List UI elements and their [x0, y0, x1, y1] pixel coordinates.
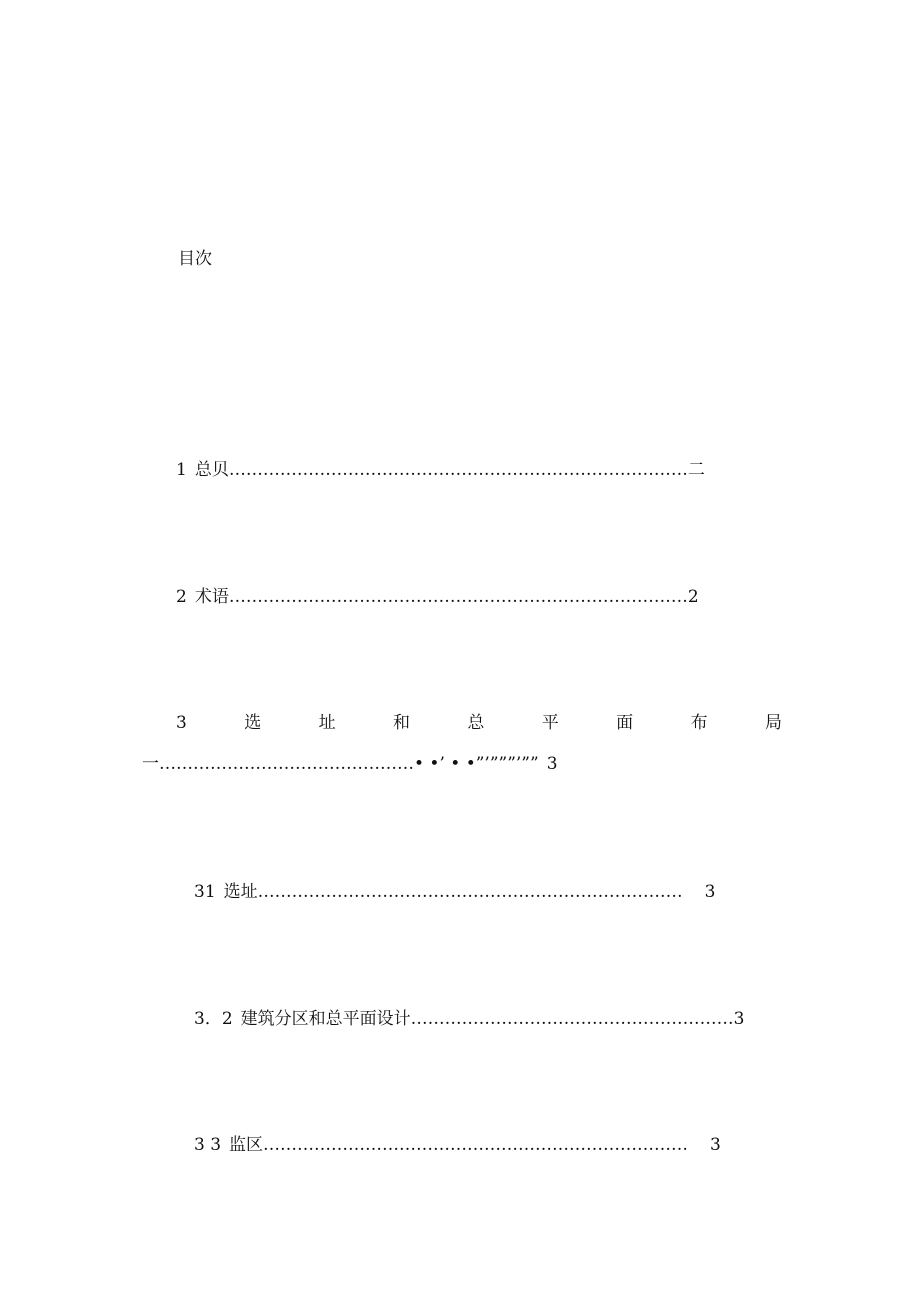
- entry-title-char: 面: [616, 713, 634, 733]
- entry-page-number: 3: [733, 1009, 745, 1029]
- toc-entry-1: [176, 459, 705, 481]
- toc-title: 目次: [178, 249, 212, 269]
- entry-number: 3 3: [194, 1135, 222, 1155]
- entry-page-number: 3: [710, 1135, 721, 1155]
- entry-title-char: 和: [393, 713, 410, 733]
- entry-title: 总贝: [194, 460, 229, 480]
- entry-number: 31: [194, 882, 216, 902]
- entry-title-char: 平: [541, 713, 559, 733]
- entry-number: 3: [176, 713, 187, 733]
- leader-dots: …………………………………………………………………: [257, 882, 683, 902]
- toc-entry-2: [176, 586, 699, 608]
- toc-entry-3-1: [194, 881, 715, 903]
- entry-title: 选址: [223, 882, 258, 902]
- leader-dots: …………………………………………………: [410, 1009, 734, 1029]
- entry-page-number: 二: [687, 460, 705, 480]
- entry-title-char: 总: [467, 713, 485, 733]
- entry-number: 1: [176, 460, 187, 480]
- entry-page-number: 3: [704, 882, 716, 902]
- toc-entry-3-3: [194, 1134, 721, 1156]
- entry-title-char: 布: [690, 713, 708, 733]
- entry-title: 建筑分区和总平面设计: [240, 1009, 411, 1029]
- toc-entry-3-2: [194, 1008, 744, 1030]
- entry-page-number: 2: [687, 587, 699, 607]
- entry-number: 2: [176, 587, 187, 607]
- leader-dots: 一………………………………………: [142, 754, 414, 774]
- entry-title-char: 局: [764, 713, 782, 733]
- entry-title: 监区: [229, 1135, 264, 1155]
- entry-title: 术语: [194, 587, 229, 607]
- leader-dots: ………………………………………………………………………: [228, 460, 688, 480]
- leader-dots: …………………………………………………………………: [263, 1135, 689, 1155]
- toc-entry-3-heading: [176, 712, 782, 734]
- toc-entry-3-continuation: [142, 753, 558, 775]
- entry-number: 3．2: [194, 1009, 233, 1029]
- entry-title-char: 选: [244, 713, 262, 733]
- leader-dots: ………………………………………………………………………: [228, 587, 688, 607]
- leader-tail: • •’ • •”’”””’””: [414, 754, 539, 774]
- entry-title-char: 址: [318, 713, 336, 733]
- entry-page-number: 3: [546, 754, 558, 774]
